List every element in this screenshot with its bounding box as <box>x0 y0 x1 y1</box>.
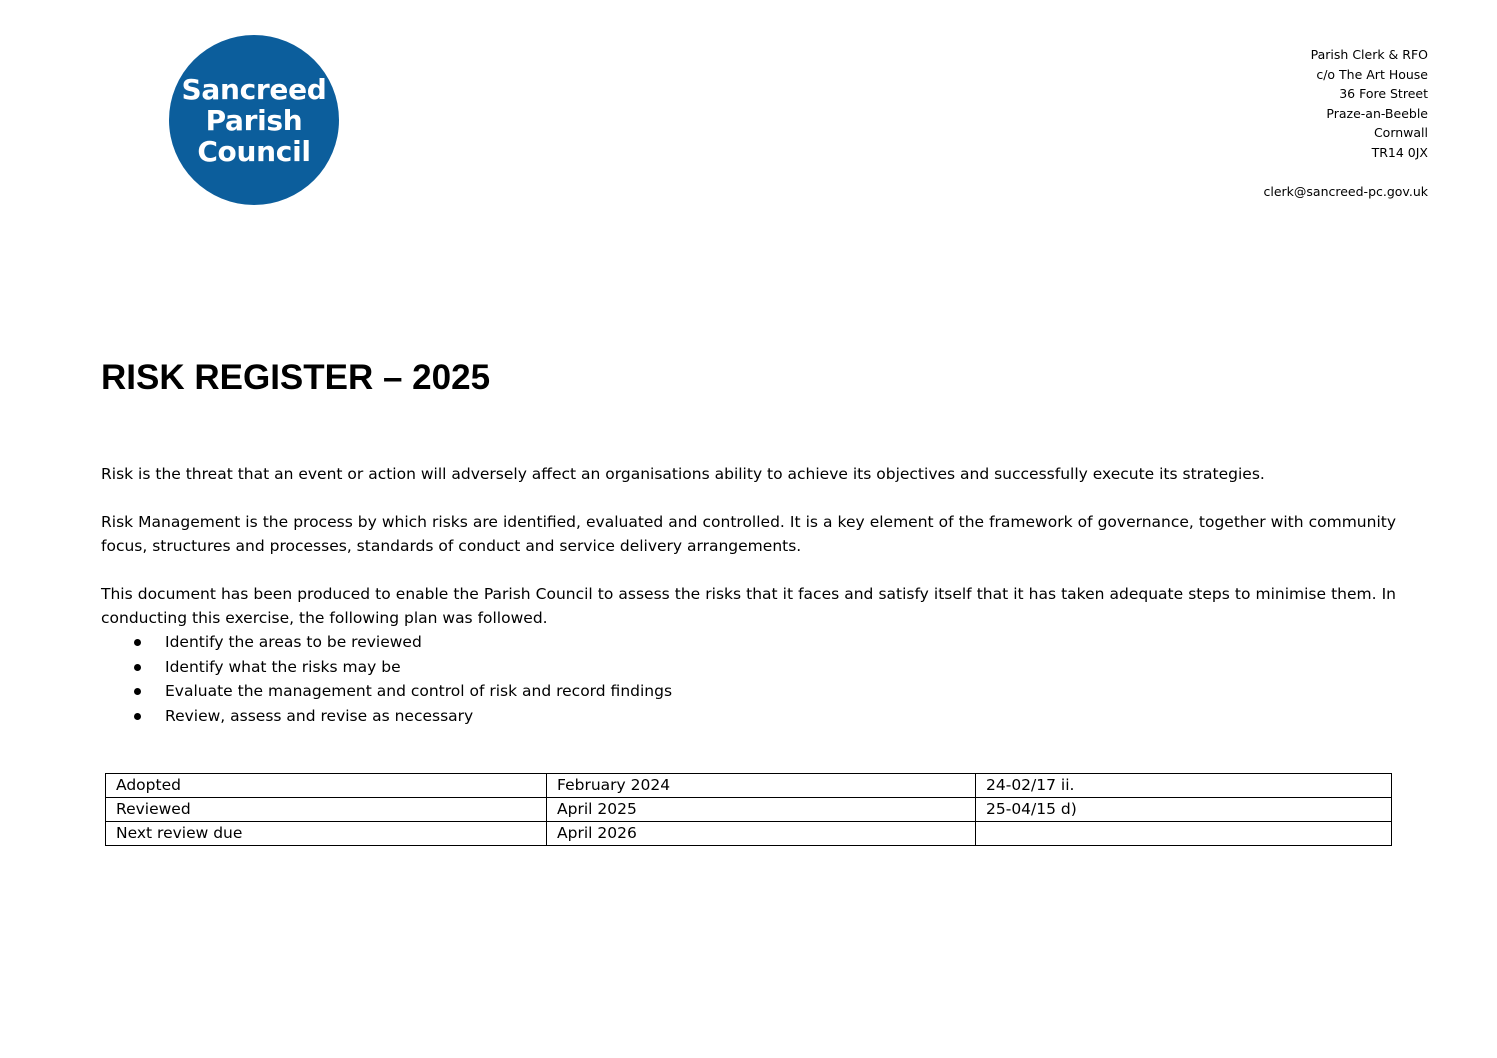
logo-line: Parish <box>205 103 303 137</box>
table-cell: 24-02/17 ii. <box>976 774 1392 798</box>
paragraph-risk-definition: Risk is the threat that an event or action will adversely affect an organisations ability to achieve its objectives and successfully execute its strategies. <box>101 465 1265 483</box>
logo-line: Council <box>197 134 311 168</box>
list-item <box>101 704 1396 729</box>
table-cell: April 2025 <box>547 798 976 822</box>
paragraph-document-purpose: This document has been produced to enable the Parish Council to assess the risks that it faces and satisfy itself that it has taken adequate steps to minimise them. In conducting this exercise, the following plan was followed. <box>101 585 1396 627</box>
table-cell: 25-04/15 d) <box>976 798 1392 822</box>
table-cell: Reviewed <box>106 798 547 822</box>
bullet-text: Identify what the risks may be <box>165 657 401 676</box>
table-cell: February 2024 <box>547 774 976 798</box>
clerk-address-block <box>1264 45 1429 202</box>
logo-line: Sancreed <box>181 72 327 106</box>
table-row <box>106 798 1392 822</box>
list-item <box>101 655 1396 680</box>
table-row <box>106 822 1392 846</box>
plan-bullet-list <box>101 630 1396 729</box>
council-logo <box>169 35 339 205</box>
address-line: Parish Clerk & RFO <box>1310 47 1428 62</box>
paragraph-risk-management: Risk Management is the process by which risks are identified, evaluated and controlled. It is a key element of the framework of governance, together with community focus, structures and processes, standards of conduct and service delivery arrangements. <box>101 513 1396 555</box>
review-history-table <box>105 773 1392 846</box>
bullet-icon <box>134 713 141 720</box>
table-cell <box>976 822 1392 846</box>
document-title: RISK REGISTER – 2025 <box>101 358 491 397</box>
table-cell: Next review due <box>106 822 547 846</box>
address-line: c/o The Art House <box>1316 66 1428 82</box>
bullet-text: Review, assess and revise as necessary <box>165 707 474 726</box>
address-line: TR14 0JX <box>1371 144 1428 160</box>
bullet-icon <box>134 688 141 695</box>
address-line: Praze-an-Beeble <box>1326 105 1428 121</box>
bullet-text: Evaluate the management and control of risk and record findings <box>165 682 673 701</box>
address-line: Cornwall <box>1373 125 1428 141</box>
bullet-text: Identify the areas to be reviewed <box>165 633 422 651</box>
clerk-email: clerk@sancreed-pc.gov.uk <box>1263 184 1428 200</box>
list-item <box>101 630 1396 655</box>
list-item <box>101 679 1396 704</box>
table-row <box>106 774 1392 798</box>
bullet-icon <box>134 664 141 671</box>
table-cell: April 2026 <box>547 822 976 846</box>
address-line: 36 Fore Street <box>1339 86 1428 102</box>
bullet-icon <box>134 639 141 646</box>
document-body <box>101 462 1396 729</box>
table-cell: Adopted <box>106 774 547 798</box>
